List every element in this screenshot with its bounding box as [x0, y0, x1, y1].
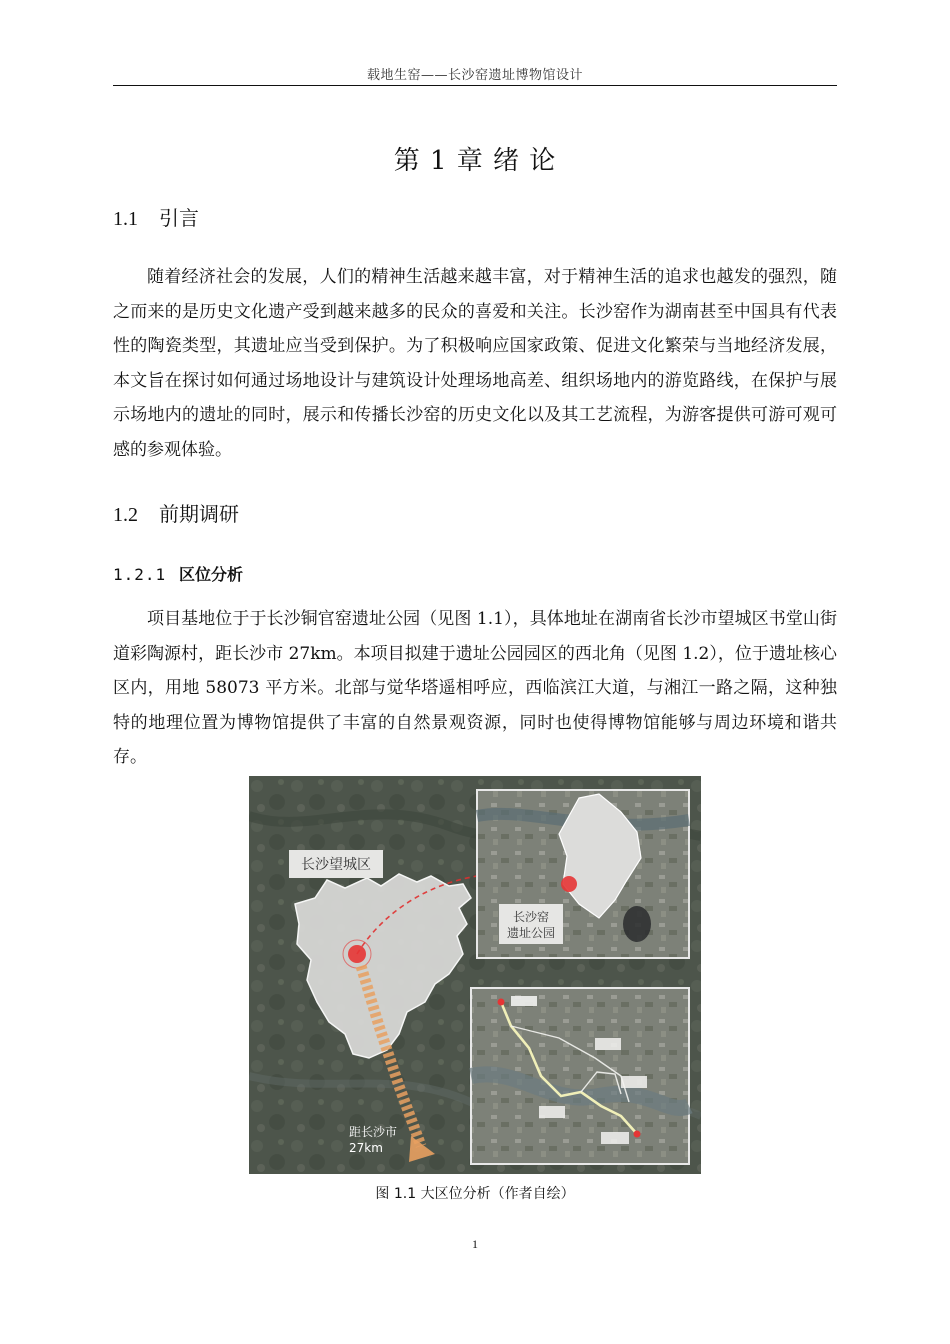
header-rule	[113, 85, 837, 86]
inset-route-map	[471, 988, 689, 1164]
district-label: 长沙望城区	[301, 857, 371, 873]
location-map	[249, 776, 701, 1174]
subsection-heading-location	[113, 562, 243, 585]
section-heading-research	[113, 498, 239, 527]
route-start-marker	[498, 999, 505, 1006]
site-marker-district	[348, 945, 366, 963]
page-number: 1	[472, 1237, 478, 1251]
section-title: 前期调研	[159, 502, 239, 526]
section-number: 1.2	[113, 504, 138, 526]
park-label-line1: 长沙窑	[512, 910, 550, 924]
inset-park-map	[477, 790, 689, 958]
running-header: 载地生窑——长沙窑遗址博物馆设计	[366, 68, 583, 83]
park-label-line2: 遗址公园	[506, 926, 556, 940]
location-analysis-figure	[249, 776, 701, 1174]
section-heading-introduction	[113, 202, 199, 231]
figure-caption: 图 1.1 大区位分析（作者自绘）	[375, 1186, 575, 1202]
route-end-marker	[634, 1131, 641, 1138]
subsection-title: 区位分析	[179, 565, 244, 584]
chapter-title: 第 1 章 绪 论	[393, 146, 557, 176]
paragraph-location: 项目基地位于于长沙铜官窑遗址公园（见图 1.1），具体地址在湖南省长沙市望城区书堂山街道彩陶源村，距长沙市 27km。本项目拟建于遗址公园园区的西北角（见图 1.2），位于遗址核心区内，用地 58073 平方米。北部与觉华塔遥相呼应，西临滨江大道，与湘江一路之隔，这种独特的地理位置为博物馆提供了丰富的自然景观资源，同时也使得博物馆能够与周边环境和谐共存。	[113, 609, 837, 767]
distance-label-line1: 距长沙市	[349, 1125, 398, 1139]
distance-label-line2: 27km	[349, 1141, 383, 1155]
paragraph-introduction: 随着经济社会的发展，人们的精神生活越来越丰富，对于精神生活的追求也越发的强烈，随之而来的是历史文化遗产受到越来越多的民众的喜爱和关注。长沙窑作为湖南甚至中国具有代表性的陶瓷类型，其遗址应当受到保护。为了积极响应国家政策、促进文化繁荣与当地经济发展，本文旨在探讨如何通过场地设计与建筑设计处理场地高差、组织场地内的游览路线，在保护与展示场地内的遗址的同时，展示和传播长沙窑的历史文化以及其工艺流程，为游客提供可游可观可感的参观体验。	[113, 267, 837, 460]
subsection-number: 1.2.1	[113, 565, 167, 584]
section-number: 1.1	[113, 208, 138, 230]
site-marker-park	[561, 876, 577, 892]
section-title: 引言	[159, 206, 199, 230]
